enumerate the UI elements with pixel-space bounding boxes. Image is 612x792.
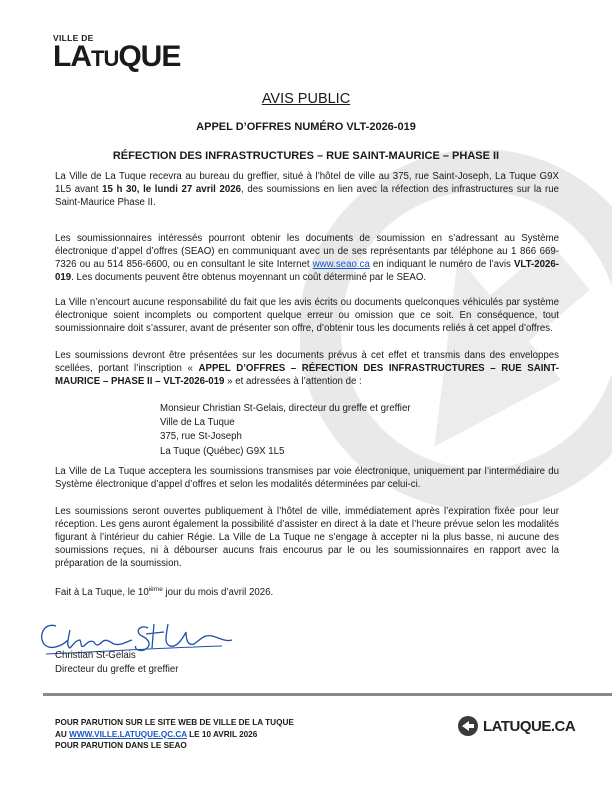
logo-top-line: VILLE DE [53,33,94,43]
footer-brand [457,715,575,737]
paragraph-responsibility: La Ville n’encourt aucune responsabilité du fait que les avis écrits ou documents quelconques véhiculés par système électronique soient incomplets ou comportent quelque erreur ou omission que ce soit. En conséquence, tout soumissionnaire doit s’assurer, avant de présenter son offre, d’obtenir tous les documents reliés à cet appel d’offres. [55,297,559,334]
city-logo [53,34,180,73]
notice-number: VLT-2026-019 [55,259,559,283]
tender-number: APPEL D’OFFRES NUMÉRO VLT-2026-019 [196,121,416,133]
footer-divider [43,693,612,696]
paragraph-submission-deadline: La Ville de La Tuque recevra au bureau du greffier, situé à l’hôtel de ville au 375, rue Saint-Joseph, La Tuque G9X 1L5 avant 15 h 30, le lundi 27 avril 2026, des soumissions en lien avec la réfection des infrastructures sur la rue Saint-Maurice Phase II. [55,171,559,208]
arrow-circle-icon [457,715,479,737]
paragraph-electronic: La Ville de La Tuque acceptera les soumissions transmises par voie électronique, uniquement par l’intermédiaire du Système électronique d’appel d’offres et selon les modalités déterminées par celui-ci. [55,466,559,490]
paragraph-seao: Les soumissionnaires intéressés pourront obtenir les documents de soumission en s’adressant au Système électronique d’appel d’offres (SEAO) en communiquant avec un de ses représentants par téléphone au 1 866 669-7326 ou au 514 856-6600, ou en consultant le site Internet www.seao.ca en indiquant le numéro de l’avis VLT-2026-019. Les documents peuvent être obtenus moyennant un coût déterminé par le SEAO. [55,233,559,283]
envelope-label: APPEL D’OFFRES – RÉFECTION DES INFRASTRUCTURES – RUE SAINT-MAURICE – PHASE II – VLT-2026-019 [55,363,559,387]
tender-subject: RÉFECTION DES INFRASTRUCTURES – RUE SAINT-MAURICE – PHASE II [112,150,500,162]
page-title: AVIS PUBLIC [261,91,351,107]
publication-footer: POUR PARUTION SUR LE SITE WEB DE VILLE DE LA TUQUE AU WWW.VILLE.LATUQUE.QC.CA LE 10 AVRIL 2026 POUR PARUTION DANS LE SEAO [55,718,294,750]
paragraph-opening: Les soumissions seront ouvertes publiquement à l’hôtel de ville, immédiatement après l’expiration fixée pour leur réception. Les gens auront également la possibilité d’assister en direct à la date et l’heure prévue selon les modalités figurant à l’intérieur du cahier Régie. La Ville de La Tuque ne s’engage à accepter ni la plus basse, ni aucune des soumissions reçues, ni à débourser aucuns frais encourus par le ou les soumissionnaires en rapport avec la préparation de la soumission. [55,506,559,569]
done-at: Fait à La Tuque, le 10ième jour du mois d’avril 2026. [55,586,274,599]
signatory-block [55,649,179,676]
logo-que: QUE [118,40,181,73]
logo-la: LA [53,40,91,73]
mailing-address: Monsieur Christian St-Gelais, directeur du greffe et greffier Ville de La Tuque 375, rue St-Joseph La Tuque (Québec) G9X 1L5 [160,403,411,457]
city-website-link[interactable]: WWW.VILLE.LATUQUE.QC.CA [69,729,187,739]
logo-tu: TU [91,46,119,71]
seao-link[interactable]: www.seao.ca [312,259,370,270]
paragraph-envelope: Les soumissions devront être présentées sur les documents prévus à cet effet et transmis dans des enveloppes scellées, portant l’inscription « APPEL D’OFFRES – RÉFECTION DES INFRASTRUCTURES – RUE SAINT-MAURICE – PHASE II – VLT-2026-019 » et adressées à l’attention de : [55,350,559,387]
signatory-role: Directeur du greffe et greffier [55,663,179,675]
signatory-name: Christian St-Gelais [55,650,136,661]
deadline: 15 h 30, le lundi 27 avril 2026 [102,184,242,195]
footer-brand-text: LATUQUE.CA [483,717,576,735]
